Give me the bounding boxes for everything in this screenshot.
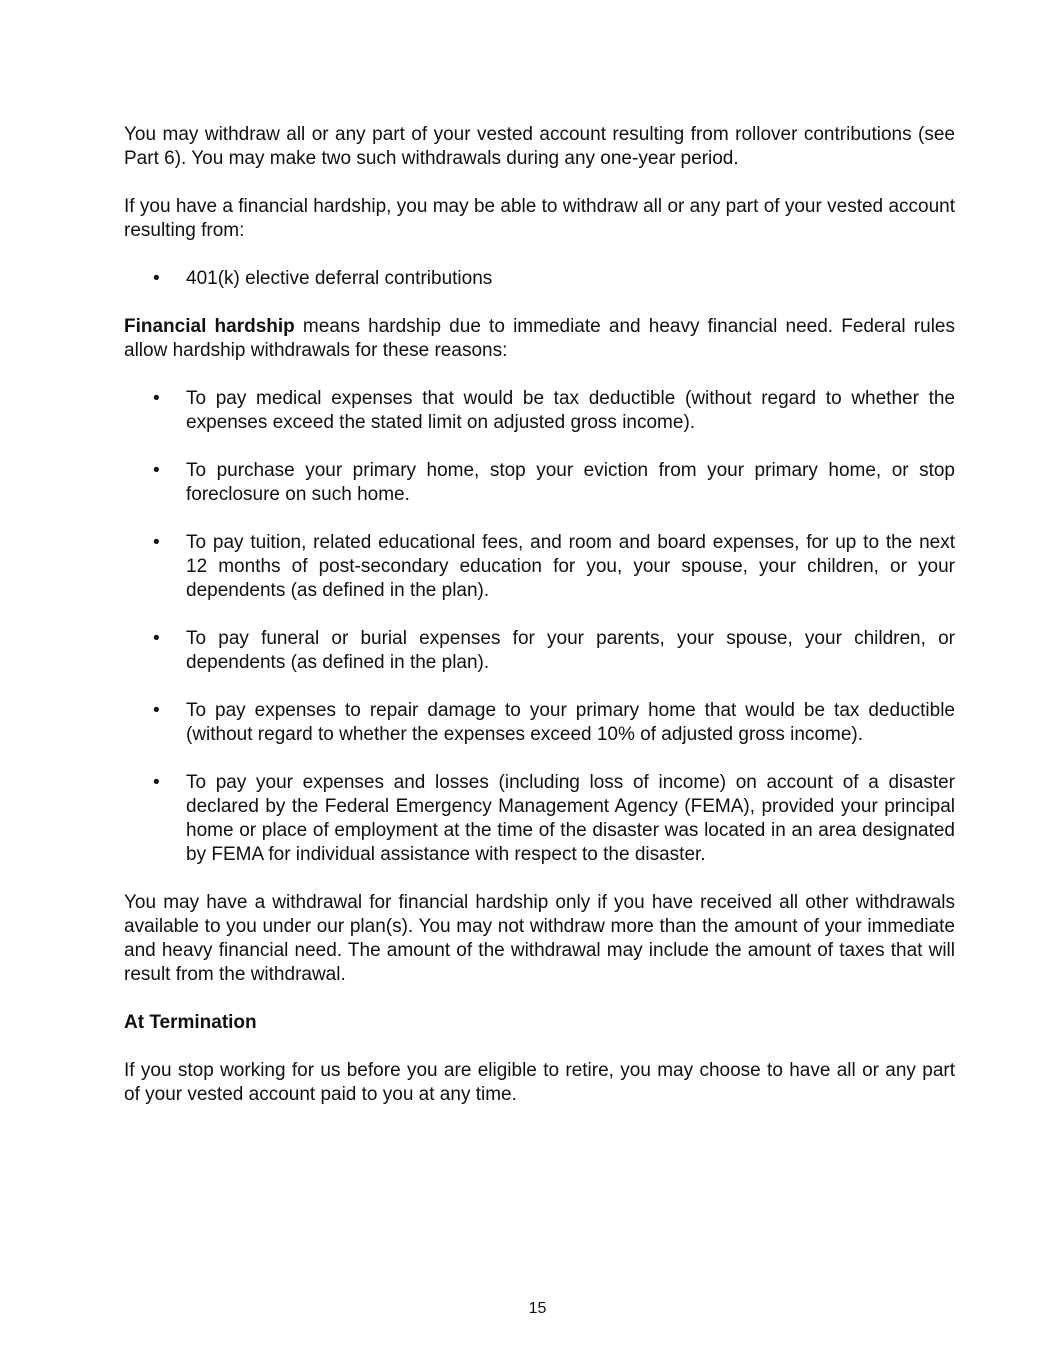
hardship-term: Financial hardship [124,316,295,337]
bullet-icon: • [153,700,160,721]
termination-heading: At Termination [124,1012,257,1033]
list-item [124,531,955,603]
list-item [124,387,955,435]
list-item-text: To pay tuition, related educational fees, and room and board expenses, for up to the next 12 months of post-secondary education for you, your spouse, your children, or your dependents (as defined in the plan). [186,532,955,601]
bullet-icon: • [153,460,160,481]
list-item [124,459,955,507]
list-item-text: 401(k) elective deferral contributions [186,268,493,289]
rollover-paragraph: You may withdraw all or any part of your vested account resulting from rollover contributions (see Part 6). You may make two such withdrawals during any one-year period. [124,124,955,169]
hardship-definition-text: means hardship due to immediate and heavy financial need. Federal rules allow hardship withdrawals for these reasons: [124,316,955,361]
termination-paragraph: If you stop working for us before you are eligible to retire, you may choose to have all or any part of your vested account paid to you at any time. [124,1060,955,1105]
list-item-text: To purchase your primary home, stop your eviction from your primary home, or stop foreclosure on such home. [186,460,955,505]
bullet-icon: • [153,772,160,793]
list-item [124,771,955,867]
list-item [124,627,955,675]
document-page [124,123,955,1131]
page-number: 15 [528,1300,547,1317]
hardship-limits-paragraph: You may have a withdrawal for financial hardship only if you have received all other withdrawals available to you under our plan(s). You may not withdraw more than the amount of your immediate and heavy financial need. The amount of the withdrawal may include the amount of taxes that will result from the withdrawal. [124,892,955,985]
list-item-text: To pay funeral or burial expenses for your parents, your spouse, your children, or dependents (as defined in the plan). [186,628,955,673]
list-item-text: To pay your expenses and losses (including loss of income) on account of a disaster declared by the Federal Emergency Management Agency (FEMA), provided your principal home or place of employment at the time of the disaster was located in an area designated by FEMA for individual assistance with respect to the disaster. [186,772,955,865]
hardship-reasons-list [124,387,955,867]
list-item [124,267,955,291]
hardship-definition-paragraph [124,315,955,363]
contribution-list [124,267,955,291]
bullet-icon: • [153,628,160,649]
list-item-text: To pay medical expenses that would be tax deductible (without regard to whether the expenses exceed the stated limit on adjusted gross income). [186,388,955,433]
bullet-icon: • [153,532,160,553]
bullet-icon: • [153,268,160,289]
list-item-text: To pay expenses to repair damage to your primary home that would be tax deductible (without regard to whether the expenses exceed 10% of adjusted gross income). [186,700,955,745]
list-item [124,699,955,747]
hardship-intro-paragraph: If you have a financial hardship, you may be able to withdraw all or any part of your vested account resulting from: [124,196,955,241]
bullet-icon: • [153,388,160,409]
